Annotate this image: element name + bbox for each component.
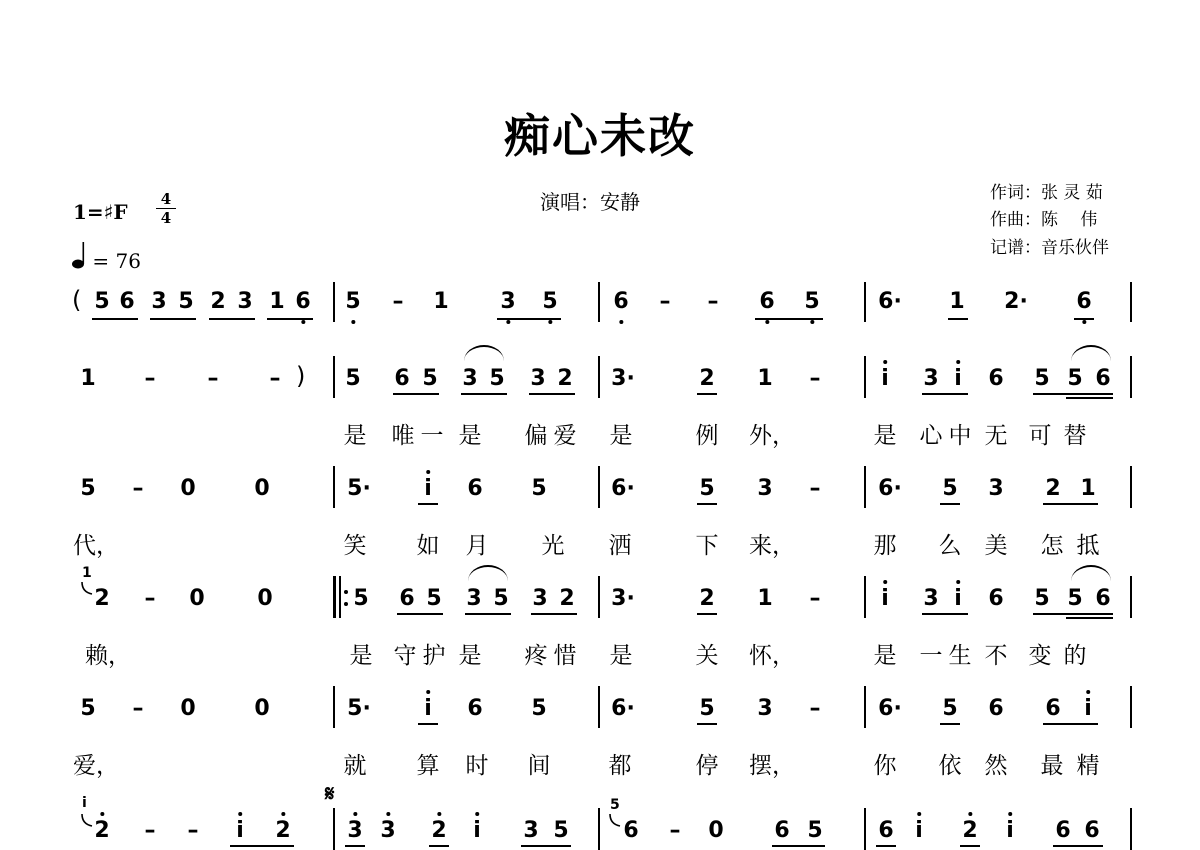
- lyric: 疼: [524, 643, 548, 669]
- note: 6: [878, 818, 894, 843]
- note: –: [809, 696, 821, 721]
- note: –: [144, 586, 156, 611]
- note: 5: [531, 476, 547, 501]
- note: 6: [394, 366, 410, 391]
- lyric: 关: [695, 643, 719, 669]
- lyric: 时: [465, 753, 489, 779]
- note: 3: [237, 289, 253, 314]
- tempo-value: = 76: [92, 249, 141, 273]
- note: i: [236, 818, 244, 843]
- beam: [465, 613, 511, 615]
- barline: [598, 686, 600, 728]
- note: 3: [530, 366, 546, 391]
- note: 6·: [611, 696, 635, 721]
- note: 6: [1095, 586, 1111, 611]
- repeat-dot: [344, 602, 348, 606]
- lyric: 洒: [608, 533, 632, 559]
- barline: [864, 686, 866, 728]
- grace-slur-icon: [80, 812, 94, 828]
- note: –: [132, 696, 144, 721]
- beam: [393, 393, 439, 395]
- note: –: [144, 366, 156, 391]
- beam: [418, 503, 438, 505]
- note: 0: [254, 696, 270, 721]
- note: 5: [699, 476, 715, 501]
- beam: [521, 845, 571, 847]
- lyric: 来，: [749, 533, 795, 559]
- beam: [230, 845, 294, 847]
- beam: [697, 723, 717, 725]
- note: 2: [1045, 476, 1061, 501]
- note: 2: [94, 586, 110, 611]
- note: –: [809, 476, 821, 501]
- lyric: 那: [873, 533, 897, 559]
- lyric: 下: [695, 533, 719, 559]
- repeat-thick-bar: [333, 576, 336, 618]
- barline: [1130, 356, 1132, 398]
- note: 6: [1045, 696, 1061, 721]
- note: 0: [189, 586, 205, 611]
- note: 6: [119, 289, 135, 314]
- note: 0: [180, 696, 196, 721]
- note: –: [144, 818, 156, 843]
- time-signature-top: 4: [156, 190, 176, 209]
- note: –: [269, 366, 281, 391]
- lyric: 是: [349, 643, 373, 669]
- note: 5: [1034, 586, 1050, 611]
- note: 5: [942, 476, 958, 501]
- lyric: 间: [527, 753, 551, 779]
- note: 6·: [611, 476, 635, 501]
- note: i: [1084, 696, 1092, 721]
- note: i: [954, 586, 962, 611]
- beam: [1066, 617, 1113, 619]
- note: 1: [433, 289, 449, 314]
- lyric: 算: [416, 753, 440, 779]
- lyric: 惜: [553, 643, 577, 669]
- note: 2·: [1004, 289, 1028, 314]
- lyric: 依: [938, 753, 962, 779]
- note: 5: [804, 289, 820, 314]
- composer-credit: 作曲：陈 伟: [990, 210, 1098, 230]
- song-title: 痴心未改: [504, 109, 696, 163]
- lyric: 例: [695, 423, 719, 449]
- barline: [333, 686, 335, 728]
- note: 3: [757, 696, 773, 721]
- note: 6: [1055, 818, 1071, 843]
- note: –: [707, 289, 719, 314]
- beam: [150, 318, 196, 320]
- note: 1: [80, 366, 96, 391]
- note: 3: [923, 586, 939, 611]
- note: 3: [466, 586, 482, 611]
- lyric: 怎: [1040, 533, 1064, 559]
- lyric: 心: [919, 423, 943, 449]
- note: 3: [923, 366, 939, 391]
- note: 2: [275, 818, 291, 843]
- note: 2: [94, 818, 110, 843]
- beam: [92, 318, 138, 320]
- barline: [598, 282, 600, 322]
- repeat-thin-bar: [339, 576, 341, 618]
- lyric: 偏: [524, 423, 548, 449]
- note: 6: [774, 818, 790, 843]
- lyric: 如: [416, 533, 440, 559]
- barline: [1130, 576, 1132, 618]
- note: –: [809, 366, 821, 391]
- lyric: 光: [541, 533, 565, 559]
- beam: [697, 393, 717, 395]
- beam: [940, 503, 960, 505]
- time-signature: [156, 190, 176, 227]
- note: 1: [757, 366, 773, 391]
- quarter-note-icon: [72, 242, 86, 270]
- note: 6: [467, 696, 483, 721]
- note: 5: [1067, 586, 1083, 611]
- lyric: 怀，: [749, 643, 795, 669]
- lyric: 月: [465, 533, 489, 559]
- note: 6·: [878, 476, 902, 501]
- lyric: 是: [609, 643, 633, 669]
- lyricist-credit: 作词：张 灵 茹: [990, 183, 1103, 203]
- note: 3: [347, 818, 363, 843]
- note: 6: [988, 696, 1004, 721]
- note: 5·: [347, 476, 371, 501]
- tempo-marking: [72, 242, 141, 273]
- beam: [429, 845, 449, 847]
- note: –: [132, 476, 144, 501]
- note: 0: [254, 476, 270, 501]
- note: 2: [559, 586, 575, 611]
- slur: [1071, 345, 1111, 361]
- note: 5: [80, 476, 96, 501]
- beam: [461, 393, 507, 395]
- note: 5: [422, 366, 438, 391]
- barline: [333, 466, 335, 508]
- barline: [864, 576, 866, 618]
- note: 6: [1076, 289, 1092, 314]
- lyric: 生: [948, 643, 972, 669]
- note: 5: [531, 696, 547, 721]
- beam: [397, 613, 443, 615]
- note: 3: [523, 818, 539, 843]
- beam: [1074, 318, 1094, 320]
- note: 3: [988, 476, 1004, 501]
- barline: [864, 356, 866, 398]
- note: 3: [151, 289, 167, 314]
- grace-slur-icon: [80, 580, 94, 596]
- performer-credit: 演唱：安静: [540, 190, 640, 214]
- note: –: [669, 818, 681, 843]
- beam: [345, 845, 365, 847]
- barline: [598, 356, 600, 398]
- note: 6: [759, 289, 775, 314]
- note: 5: [426, 586, 442, 611]
- lyric: 爱，: [73, 753, 119, 779]
- lyric: 唯: [391, 423, 415, 449]
- note: 5: [807, 818, 823, 843]
- note: 5: [493, 586, 509, 611]
- note: 6·: [878, 696, 902, 721]
- beam: [1043, 503, 1098, 505]
- note: 0: [257, 586, 273, 611]
- lyric: 是: [873, 643, 897, 669]
- lyric: 就: [343, 753, 367, 779]
- note: 2: [210, 289, 226, 314]
- lyric: 是: [873, 423, 897, 449]
- note: i: [1006, 818, 1014, 843]
- lyric: 最: [1040, 753, 1064, 779]
- lyric: 然: [984, 753, 1008, 779]
- lyric: 爱: [553, 423, 577, 449]
- note: 5: [553, 818, 569, 843]
- lyric: 可: [1028, 423, 1052, 449]
- barline: [1130, 282, 1132, 322]
- lyric: 是: [458, 643, 482, 669]
- lyric: 一: [919, 643, 943, 669]
- barline: [333, 808, 335, 850]
- beam: [529, 393, 575, 395]
- beam: [1033, 613, 1113, 615]
- note: 6: [467, 476, 483, 501]
- barline: [864, 466, 866, 508]
- barline: [333, 282, 335, 322]
- note: i: [424, 476, 432, 501]
- repeat-dot: [344, 590, 348, 594]
- grace-note: 1: [82, 565, 92, 581]
- note: –: [392, 289, 404, 314]
- lyric: 不: [984, 643, 1008, 669]
- note: 3·: [611, 366, 635, 391]
- note: 6: [1095, 366, 1111, 391]
- barline: [1130, 686, 1132, 728]
- lyric: 停: [695, 753, 719, 779]
- lyric: 你: [873, 753, 897, 779]
- barline: [333, 356, 335, 398]
- beam: [267, 318, 313, 320]
- beam: [922, 393, 968, 395]
- note: 3: [757, 476, 773, 501]
- beam: [209, 318, 255, 320]
- beam: [948, 318, 968, 320]
- lyric: 变: [1028, 643, 1052, 669]
- open-paren: (: [72, 286, 82, 314]
- lyric: 笑: [343, 533, 367, 559]
- lyric: 代，: [73, 533, 119, 559]
- note: i: [915, 818, 923, 843]
- note: 0: [708, 818, 724, 843]
- lyric: 么: [938, 533, 962, 559]
- note: 0: [180, 476, 196, 501]
- beam: [876, 845, 896, 847]
- lyric: 一: [420, 423, 444, 449]
- beam: [1043, 723, 1098, 725]
- slur: [1071, 565, 1111, 581]
- beam: [960, 845, 980, 847]
- lyric: 都: [608, 753, 632, 779]
- note: 5: [1067, 366, 1083, 391]
- note: 2: [962, 818, 978, 843]
- note: 5: [699, 696, 715, 721]
- beam: [1033, 393, 1113, 395]
- slur: [464, 345, 504, 361]
- lyric: 美: [984, 533, 1008, 559]
- note: i: [954, 366, 962, 391]
- beam: [940, 723, 960, 725]
- grace-note: i: [82, 795, 87, 811]
- slur: [468, 565, 508, 581]
- barline: [864, 808, 866, 850]
- note: 5: [345, 366, 361, 391]
- close-paren: ): [296, 362, 306, 390]
- note: 1: [757, 586, 773, 611]
- barline: [864, 282, 866, 322]
- grace-note: 5: [610, 797, 620, 813]
- lyric: 赖，: [85, 643, 131, 669]
- beam: [1053, 845, 1103, 847]
- beam: [497, 318, 561, 320]
- note: 6: [623, 818, 639, 843]
- lyric: 替: [1063, 423, 1087, 449]
- note: 6: [613, 289, 629, 314]
- note: 3: [500, 289, 516, 314]
- note: 6: [295, 289, 311, 314]
- lyric: 外，: [749, 423, 795, 449]
- lyric: 是: [343, 423, 367, 449]
- note: 5: [1034, 366, 1050, 391]
- note: 5: [942, 696, 958, 721]
- note: 2: [699, 586, 715, 611]
- note: 5: [178, 289, 194, 314]
- note: 5: [345, 289, 361, 314]
- note: 1: [1080, 476, 1096, 501]
- lyric: 是: [609, 423, 633, 449]
- beam: [772, 845, 825, 847]
- note: 3: [380, 818, 396, 843]
- lyric: 的: [1063, 643, 1087, 669]
- barline: [598, 466, 600, 508]
- note: 3: [462, 366, 478, 391]
- note: i: [881, 586, 889, 611]
- note: 5: [542, 289, 558, 314]
- grace-slur-icon: [608, 812, 622, 828]
- barline: [598, 808, 600, 850]
- lyric: 抵: [1076, 533, 1100, 559]
- note: 5: [489, 366, 505, 391]
- note: 6: [988, 586, 1004, 611]
- lyric: 是: [458, 423, 482, 449]
- beam: [418, 723, 438, 725]
- note: –: [207, 366, 219, 391]
- lyric: 摆，: [749, 753, 795, 779]
- note: –: [809, 586, 821, 611]
- note: 6: [399, 586, 415, 611]
- lyric: 守: [393, 643, 417, 669]
- barline: [598, 576, 600, 618]
- note: 1: [949, 289, 965, 314]
- note: –: [187, 818, 199, 843]
- lyric: 无: [984, 423, 1008, 449]
- note: 1: [269, 289, 285, 314]
- note: 5: [80, 696, 96, 721]
- note: –: [659, 289, 671, 314]
- lyric: 精: [1076, 753, 1100, 779]
- note: 6·: [878, 289, 902, 314]
- segno-icon: 𝄋: [325, 782, 335, 807]
- note: 6: [1084, 818, 1100, 843]
- beam: [922, 613, 968, 615]
- key-signature: 1=♯F: [73, 200, 128, 224]
- note: 2: [557, 366, 573, 391]
- beam: [755, 318, 823, 320]
- beam: [1066, 397, 1113, 399]
- note: 5: [353, 586, 369, 611]
- beam: [697, 503, 717, 505]
- note: 2: [699, 366, 715, 391]
- note: i: [473, 818, 481, 843]
- beam: [531, 613, 577, 615]
- note: i: [881, 366, 889, 391]
- note: 5: [94, 289, 110, 314]
- note: 2: [431, 818, 447, 843]
- beam: [697, 613, 717, 615]
- note: i: [424, 696, 432, 721]
- time-signature-bottom: 4: [160, 209, 172, 227]
- note: 3: [532, 586, 548, 611]
- barline: [1130, 808, 1132, 850]
- lyric: 护: [422, 643, 446, 669]
- note: 3·: [611, 586, 635, 611]
- note: 6: [988, 366, 1004, 391]
- note: 5·: [347, 696, 371, 721]
- lyric: 中: [948, 423, 972, 449]
- transcriber-credit: 记谱：音乐伙伴: [990, 238, 1109, 258]
- barline: [1130, 466, 1132, 508]
